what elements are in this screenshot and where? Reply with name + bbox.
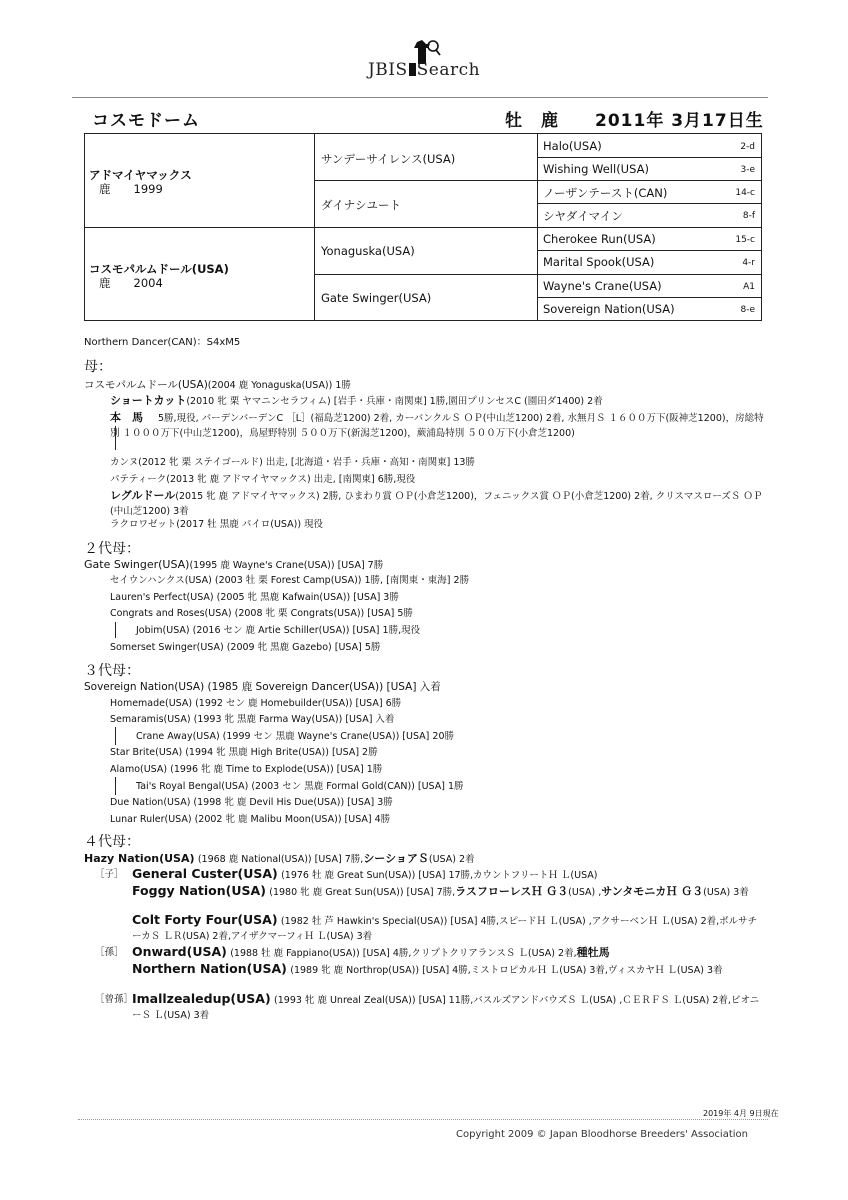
gen3-code-7: A1 bbox=[743, 282, 755, 292]
descendant-line: Onward(USA) (1988 牡 鹿 Fappiano(USA)) [USA] 4勝,クリプトクリアランスＳ Ｌ(USA) 2着,種牡馬 bbox=[132, 944, 610, 959]
gen3-code-4: 8-f bbox=[742, 211, 755, 221]
second-dam-line: Gate Swinger(USA)(1995 鹿 Wayne's Crane(USA)) [USA] 7勝 bbox=[84, 558, 384, 571]
sibling-line: ラクロワゼット(2017 牡 黒鹿 パイロ(USA)) 現役 bbox=[110, 519, 324, 530]
gen3-name-2: Wishing Well(USA) bbox=[543, 162, 649, 176]
gen3-name-6: Marital Spook(USA) bbox=[543, 255, 655, 269]
family-line: Lunar Ruler(USA) (2002 牝 鹿 Malibu Moon(USA)) [USA] 4勝 bbox=[110, 814, 391, 825]
section-mother: 母： bbox=[84, 359, 112, 375]
sire-dam: ダイナシユート bbox=[321, 198, 402, 212]
descendant-line: Colt Forty Four(USA) (1982 牡 芦 Hawkin's Special(USA)) [USA] 4勝,スピードＨ Ｌ(USA) ,アクサーベンＨ Ｌ(USA) 2着,ボルサチーカＳ ＬＲ(USA) 2着,アイザクマーフィＨ Ｌ(USA) 3着 bbox=[132, 912, 758, 942]
gen3-name-4: シヤダイマイン bbox=[543, 209, 623, 223]
generation-tag-great-grandchild: ［曾孫］ bbox=[95, 994, 134, 1005]
generation-tag-child: ［子］ bbox=[95, 869, 124, 880]
section-third-dam: ３代母： bbox=[84, 663, 140, 679]
family-line: Jobim(USA) (2016 セン 鹿 Artie Schiller(USA)) [USA] 1勝,現役 bbox=[136, 625, 421, 636]
family-line: Homemade(USA) (1992 セン 鹿 Homebuilder(USA)) [USA] 6勝 bbox=[110, 698, 402, 709]
inbreeding-note: Northern Dancer(CAN)：S4xM5 bbox=[84, 337, 241, 348]
dam-dam: Gate Swinger(USA) bbox=[321, 291, 432, 305]
as-of-date: 2019年 4月 9日現在 bbox=[703, 1109, 779, 1118]
family-line: Due Nation(USA) (1998 牝 鹿 Devil His Due(USA)) [USA] 3勝 bbox=[110, 797, 393, 808]
third-dam-line: Sovereign Nation(USA) (1985 鹿 Sovereign Dancer(USA)) [USA] 入着 bbox=[84, 681, 441, 693]
dam-name: コスモパルムドール(USA) bbox=[89, 262, 229, 276]
gen3-name-1: Halo(USA) bbox=[543, 139, 602, 153]
descendant-line: Imallzealedup(USA) (1993 牝 鹿 Unreal Zeal(USA)) [USA] 11勝,バスルズアンドバウズＳ Ｌ(USA) ,ＣＥＲＦＳ Ｌ(USA) 2着,ビオニーＳ Ｌ(USA) 3着 bbox=[132, 991, 760, 1021]
generation-tag-grandchild: ［孫］ bbox=[95, 947, 124, 958]
footer-divider bbox=[78, 1119, 768, 1120]
gen3-code-6: 4-r bbox=[742, 258, 755, 268]
section-fourth-dam: ４代母： bbox=[84, 834, 140, 850]
section-second-dam: ２代母： bbox=[84, 541, 140, 557]
mother-line: コスモパルムドール(USA)(2004 鹿 Yonaguska(USA)) 1勝 bbox=[84, 379, 351, 391]
subject-line: 本 馬 5勝,現役, バーデンバーデンC ［L］(福島芝1200) 2着, カーバンクルＳ ＯＰ(中山芝1200) 2着, 水無月Ｓ １６００万下(阪神芝1200)，房総特別 １０００万下(中山芝1200)，鳥屋野特別 ５００万下(新潟芝1200)，蕨浦島特別 ５００万下(小倉芝1200) bbox=[110, 411, 764, 439]
family-line: Somerset Swinger(USA) (2009 牝 黒鹿 Gazebo) [USA] 5勝 bbox=[110, 642, 381, 653]
family-line: Tai's Royal Bengal(USA) (2003 セン 黒鹿 Formal Gold(CAN)) [USA] 1勝 bbox=[136, 781, 464, 792]
sibling-line: ショートカット(2010 牝 栗 ヤマニンセラフィム) [岩手・兵庫・南関東] 1勝,園田プリンセスC (園田ダ1400) 2着 bbox=[110, 394, 603, 407]
family-line: Semaramis(USA) (1993 牝 黒鹿 Farma Way(USA)) [USA] 入着 bbox=[110, 714, 395, 725]
logo-text-search: Search bbox=[416, 60, 481, 80]
family-line: Lauren's Perfect(USA) (2005 牝 黒鹿 Kafwain(USA)) [USA] 3勝 bbox=[110, 592, 399, 603]
dam-detail: 鹿 2004 bbox=[99, 276, 163, 290]
gen3-code-8: 8-e bbox=[740, 305, 755, 315]
gen3-name-5: Cherokee Run(USA) bbox=[543, 232, 656, 246]
fourth-dam-line: Hazy Nation(USA) (1968 鹿 National(USA)) [USA] 7勝,シーショアＳ(USA) 2着 bbox=[84, 852, 475, 865]
sibling-line: レグルドール(2015 牝 鹿 アドマイヤマックス) 2勝, ひまわり賞 ＯＰ(小倉芝1200)，フェニックス賞 ＯＰ(小倉芝1200) 2着, クリスマスローズＳ ＯＰ(中山芝1200) 3着 bbox=[110, 489, 763, 517]
family-line: セイウンハンクス(USA) (2003 牡 栗 Forest Camp(USA)) 1勝, [南関東・東海] 2勝 bbox=[110, 575, 470, 586]
header-divider bbox=[72, 97, 768, 98]
sire-name: アドマイヤマックス bbox=[89, 168, 192, 182]
horse-name: コスモドーム bbox=[92, 111, 200, 131]
gen3-code-1: 2-d bbox=[740, 142, 755, 152]
sibling-line: パテティーク(2013 牝 鹿 アドマイヤマックス) 出走, [南関東] 6勝,現役 bbox=[110, 474, 416, 485]
gen3-code-2: 3-e bbox=[740, 165, 755, 175]
descendant-line: General Custer(USA) (1976 牡 鹿 Great Sun(USA)) [USA] 17勝,カウントフリートＨ Ｌ(USA) bbox=[132, 866, 598, 881]
family-line: Congrats and Roses(USA) (2008 牝 栗 Congrats(USA)) [USA] 5勝 bbox=[110, 608, 413, 619]
family-line: Star Brite(USA) (1994 牝 黒鹿 High Brite(USA)) [USA] 2勝 bbox=[110, 747, 378, 758]
sire-detail: 鹿 1999 bbox=[99, 182, 163, 196]
pedigree-table bbox=[84, 133, 762, 321]
logo-text-jbis: JBIS bbox=[367, 60, 408, 80]
descendant-line: Foggy Nation(USA) (1980 牝 鹿 Great Sun(USA)) [USA] 7勝,ラスフローレスＨ Ｇ３(USA) ,サンタモニカＨ Ｇ３(USA) 3着 bbox=[132, 883, 749, 898]
sire-sire: サンデーサイレンス(USA) bbox=[321, 152, 456, 166]
descendant-line: Northern Nation(USA) (1989 牝 鹿 Northrop(USA)) [USA] 4勝,ミストロピカルＨ Ｌ(USA) 3着,ヴィスカヤＨ Ｌ(USA) 3着 bbox=[132, 961, 723, 976]
family-line: Crane Away(USA) (1999 セン 黒鹿 Wayne's Crane(USA)) [USA] 20勝 bbox=[136, 731, 454, 742]
dam-sire: Yonaguska(USA) bbox=[321, 244, 415, 258]
copyright-text: Copyright 2009 © Japan Bloodhorse Breeders' Association bbox=[456, 1129, 748, 1140]
horse-info: 牡 鹿 2011年 3月17日生 bbox=[505, 111, 764, 131]
logo-block bbox=[409, 63, 416, 76]
sibling-line: カンヌ(2012 牝 栗 ステイゴールド) 出走, [北海道・岩手・兵庫・高知・南関東] 13勝 bbox=[110, 457, 475, 468]
gen3-code-3: 14-c bbox=[735, 188, 755, 198]
jbis-search-logo bbox=[0, 38, 848, 80]
gen3-name-7: Wayne's Crane(USA) bbox=[543, 279, 662, 293]
gen3-name-8: Sovereign Nation(USA) bbox=[543, 302, 675, 316]
gen3-code-5: 15-c bbox=[735, 235, 755, 245]
family-line: Alamo(USA) (1996 牝 鹿 Time to Explode(USA)) [USA] 1勝 bbox=[110, 764, 383, 775]
gen3-name-3: ノーザンテースト(CAN) bbox=[543, 186, 668, 200]
